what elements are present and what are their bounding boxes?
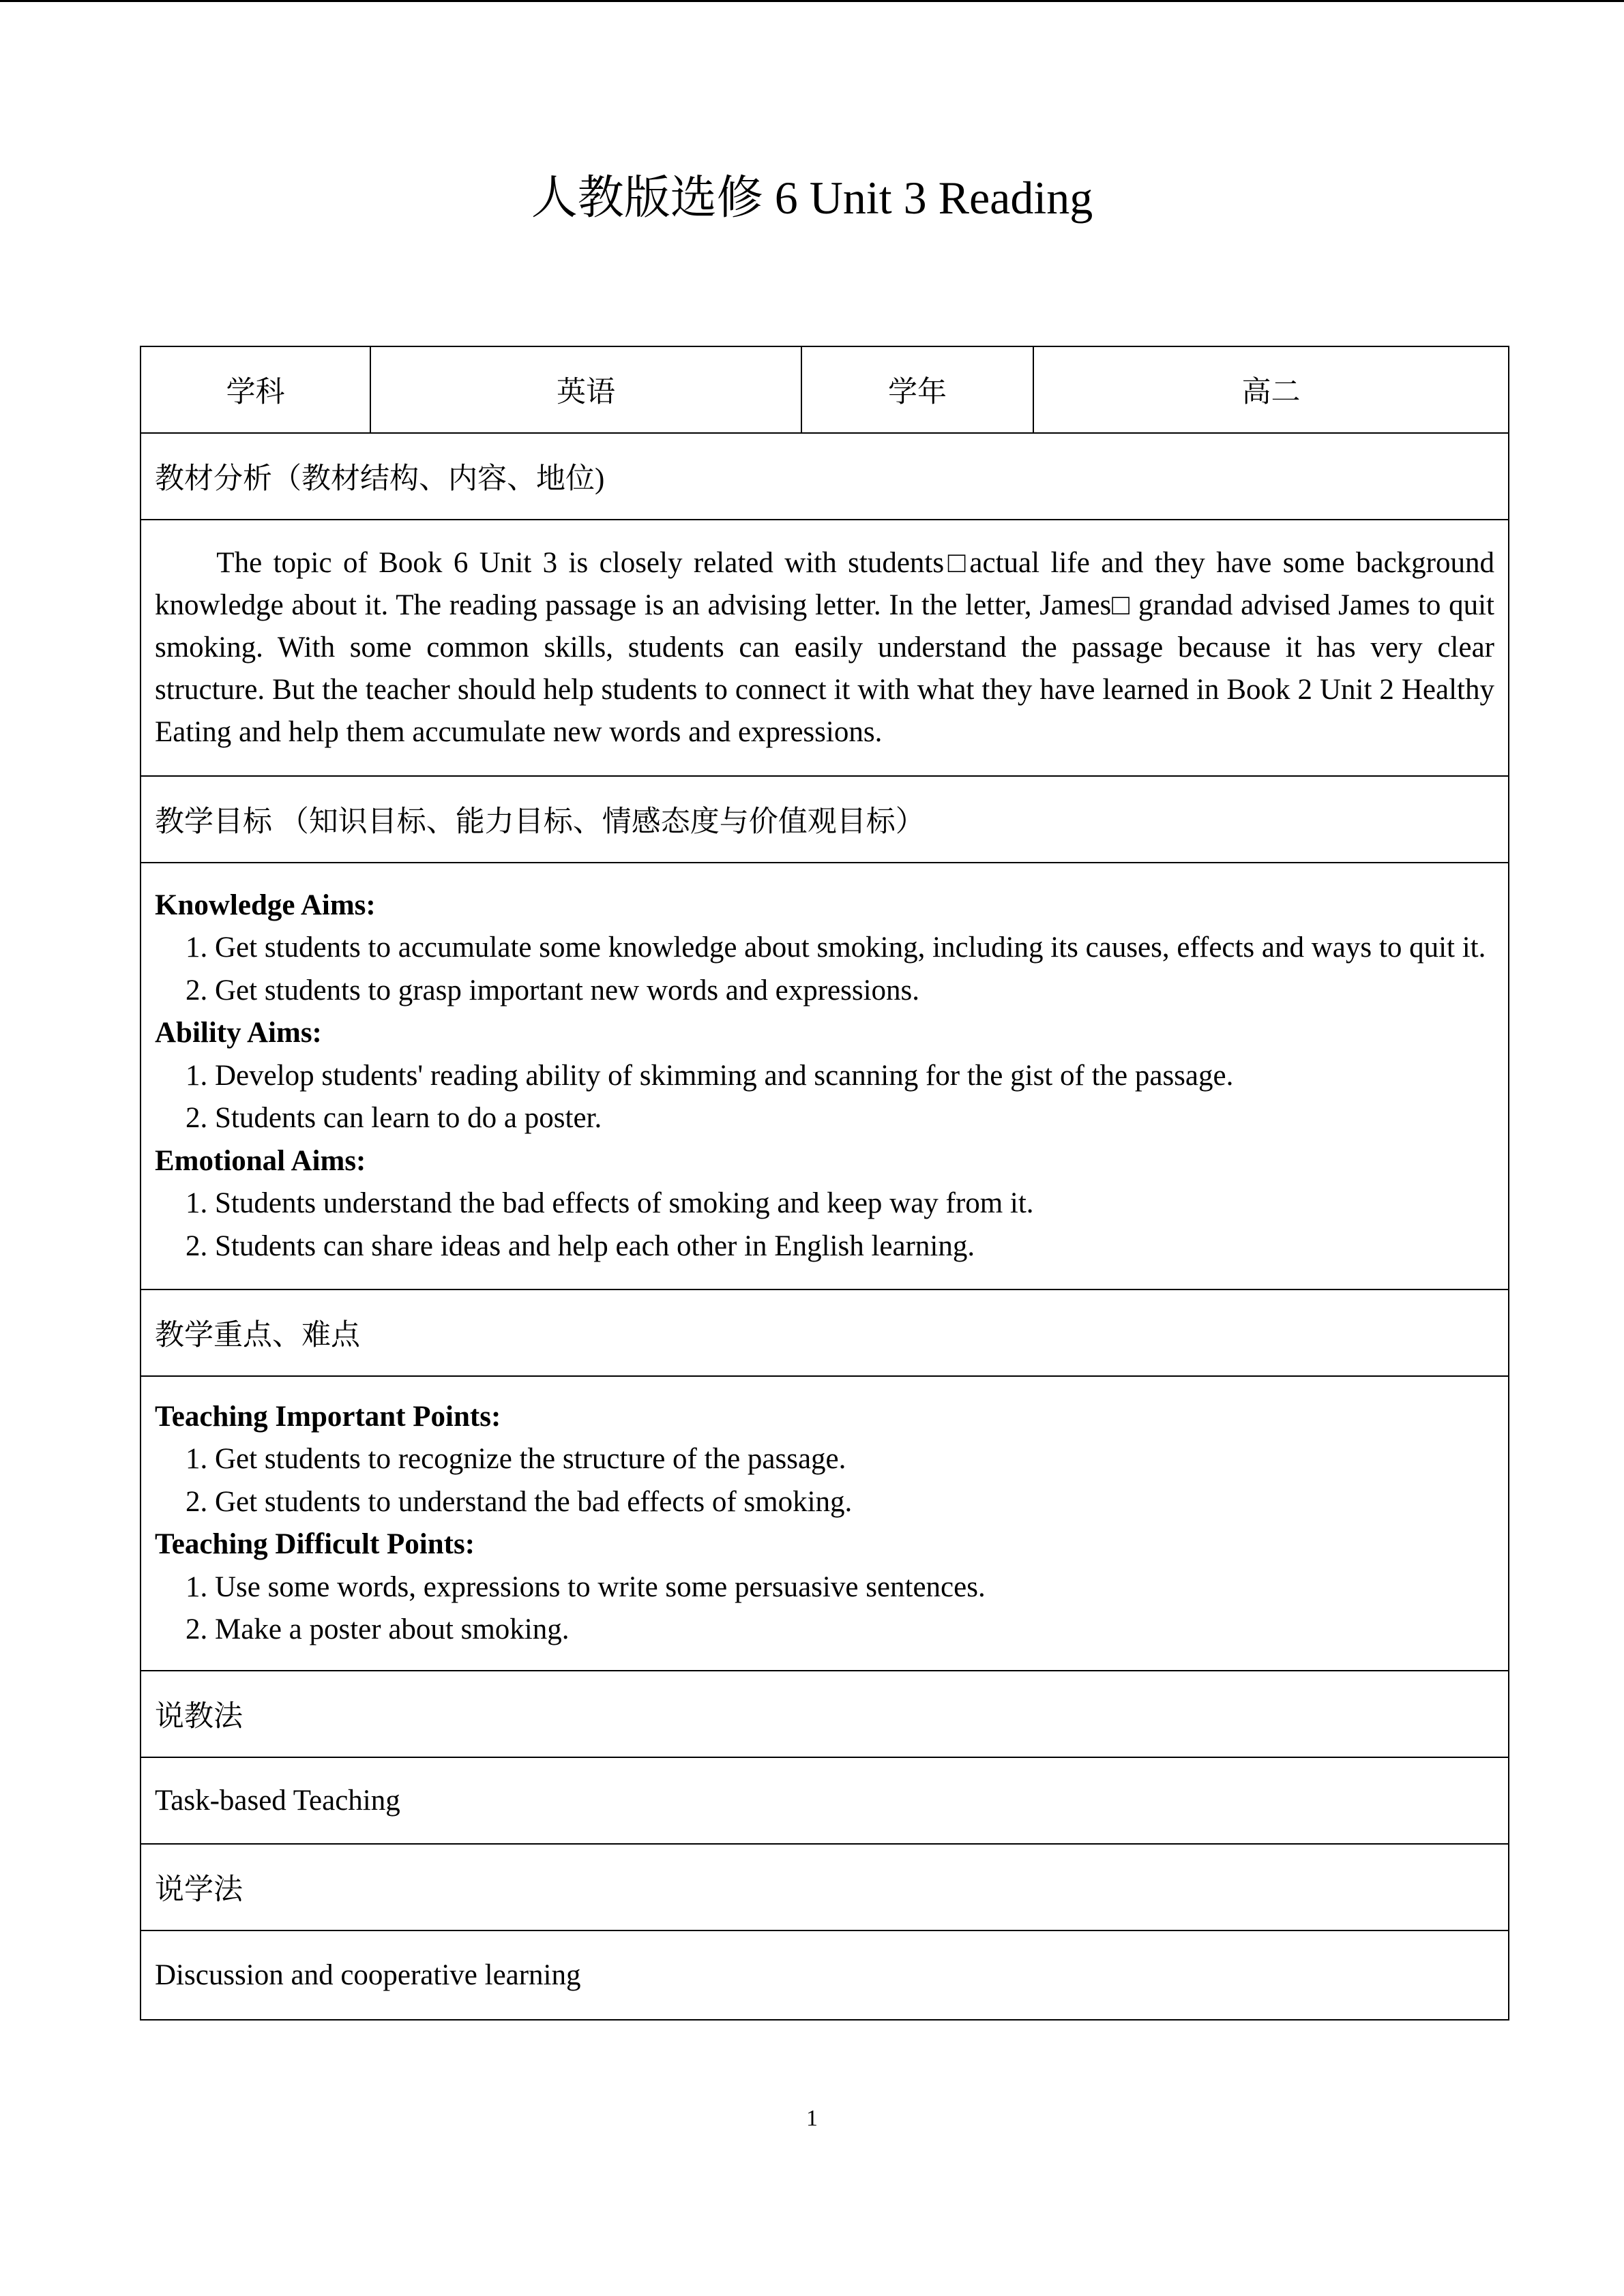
- difficult-point-item: 2. Make a poster about smoking.: [186, 1613, 570, 1645]
- subject-row: [141, 346, 1509, 433]
- learning-method-heading: 说学法: [141, 1844, 1509, 1930]
- points-body-row: [141, 1376, 1509, 1671]
- difficult-points-title: Teaching Difficult Points:: [155, 1528, 475, 1560]
- aims-heading-row: [141, 776, 1509, 863]
- points-heading-row: [141, 1289, 1509, 1376]
- year-value: 高二: [1033, 346, 1509, 433]
- aims-heading: 教学目标 （知识目标、能力目标、情感态度与价值观目标）: [141, 776, 1509, 863]
- year-label: 学年: [801, 346, 1033, 433]
- knowledge-aim-item: 2. Get students to grasp important new words and expressions.: [186, 974, 920, 1007]
- points-heading: 教学重点、难点: [141, 1289, 1509, 1376]
- analysis-heading: 教材分析（教材结构、内容、地位): [141, 433, 1509, 520]
- knowledge-aims-title: Knowledge Aims:: [155, 889, 376, 921]
- subject-label: 学科: [141, 346, 370, 433]
- document-title: 人教版选修 6 Unit 3 Reading: [531, 172, 1093, 224]
- analysis-heading-row: [141, 433, 1509, 520]
- analysis-body-row: [141, 520, 1509, 776]
- emotional-aim-item: 2. Students can share ideas and help each other in English learning.: [186, 1229, 975, 1262]
- lesson-plan-table: [140, 346, 1509, 2021]
- learning-method-row: [141, 1930, 1509, 2020]
- important-point-item: 1. Get students to recognize the structure of the passage.: [186, 1443, 846, 1475]
- teaching-method-row: [141, 1757, 1509, 1844]
- difficult-point-item: 1. Use some words, expressions to write some persuasive sentences.: [186, 1570, 986, 1603]
- aims-body: [141, 863, 1509, 1289]
- learning-method-heading-row: [141, 1844, 1509, 1930]
- ability-aims-title: Ability Aims:: [155, 1017, 322, 1049]
- emotional-aim-item: 1. Students understand the bad effects of smoking and keep way from it.: [186, 1187, 1034, 1220]
- emotional-aims-title: Emotional Aims:: [155, 1144, 366, 1177]
- aims-body-row: [141, 863, 1509, 1289]
- points-body: [141, 1376, 1509, 1671]
- teaching-method-heading-row: [141, 1671, 1509, 1757]
- important-points-title: Teaching Important Points:: [155, 1400, 501, 1433]
- ability-aim-item: 2. Students can learn to do a poster.: [186, 1102, 602, 1135]
- page-number: 1: [806, 2106, 818, 2131]
- subject-value: 英语: [370, 346, 801, 433]
- teaching-method-value: Task-based Teaching: [141, 1757, 1509, 1844]
- important-point-item: 2. Get students to understand the bad effects of smoking.: [186, 1485, 853, 1518]
- knowledge-aim-item: 1. Get students to accumulate some knowledge about smoking, including its causes, effects and ways to quit it.: [186, 931, 1486, 964]
- ability-aim-item: 1. Develop students' reading ability of skimming and scanning for the gist of the passage.: [186, 1059, 1234, 1092]
- top-border-line: [0, 0, 1624, 2]
- analysis-body: The topic of Book 6 Unit 3 is closely related with students□actual life and they have some background knowledge about it. The reading passage is an advising letter. In the letter, James□ grandad advised James to quit smoking. With some common skills, students can easily understand the passage because it has very clear structure. But the teacher should help students to connect it with what they have learned in Book 2 Unit 2 Healthy Eating and help them accumulate new words and expressions.: [141, 520, 1509, 776]
- teaching-method-heading: 说教法: [141, 1671, 1509, 1757]
- learning-method-value: Discussion and cooperative learning: [141, 1930, 1509, 2020]
